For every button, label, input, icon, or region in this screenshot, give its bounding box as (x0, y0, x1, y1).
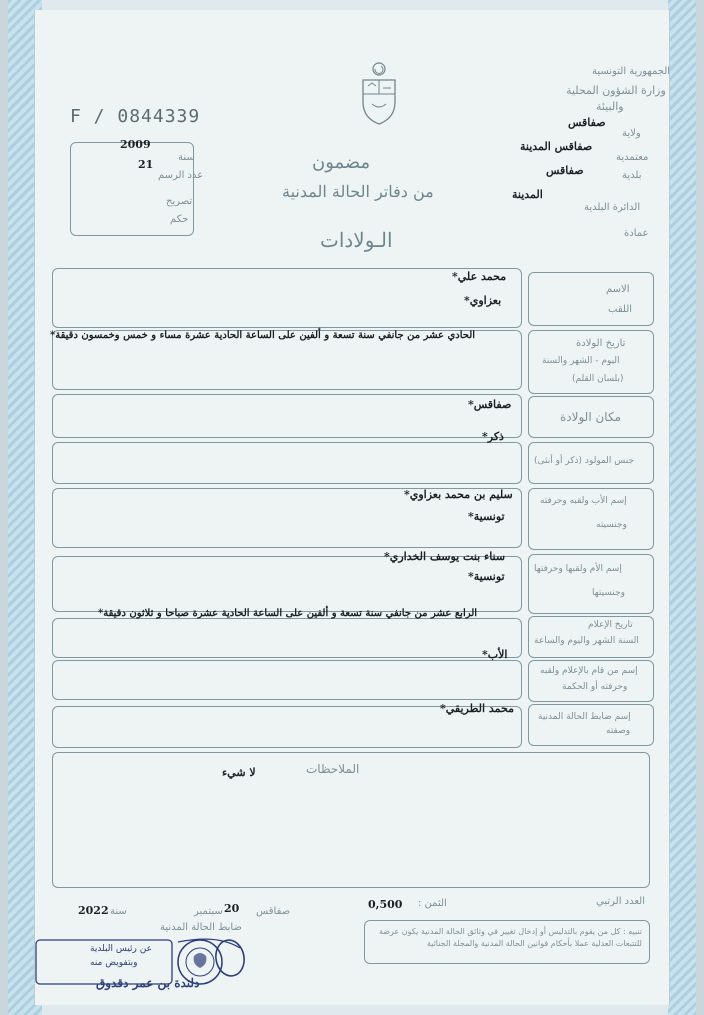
name-value: محمد علي* (452, 270, 507, 283)
price-label: الثمن : (418, 898, 447, 909)
label-box-officer (528, 704, 654, 746)
serial-digits: 0844339 (117, 106, 201, 127)
father-label: إسم الأب ولقبه وحرفته (540, 496, 627, 506)
stamp-line1: عن رئيس البلدية (90, 944, 152, 954)
birth-date-sub2: (بلسان القلم) (572, 374, 624, 384)
father-label2: وجنسيته (596, 520, 627, 530)
remarks-value: لا شيء (222, 766, 256, 779)
mother-label: إسم الأم ولقبها وحرفتها (534, 564, 622, 574)
daira-label: الدائرة البلدية (584, 202, 641, 213)
officer-label: إسم ضابط الحالة المدنية (538, 712, 631, 722)
wilaya-value: صفاقس (568, 116, 606, 129)
label-box-name (528, 272, 654, 326)
republic-label: الجمهورية التونسية (592, 66, 671, 77)
title-line2: من دفاتر الحالة المدنية (282, 182, 434, 201)
declarant-label: إسم من قام بالإعلام ولقبه (540, 666, 638, 676)
issue-month: سبتمبر (194, 906, 223, 917)
laqab-value: بعزاوي* (464, 294, 502, 307)
hukm-label: حكم (170, 214, 189, 225)
declaration-sub: السنة الشهر واليوم والساعة (534, 636, 639, 646)
tasrih-label: تصريح (166, 196, 193, 207)
declarant-value: الأب* (482, 648, 508, 661)
value-box-mother (52, 556, 522, 612)
title-line3: الـولادات (320, 228, 393, 252)
remarks-label: الملاحظات (306, 762, 360, 776)
value-box-sex (52, 442, 522, 484)
mother-label2: وجنسيتها (592, 588, 625, 598)
issue-year-word: سنة (110, 906, 127, 917)
imada-label: عمادة (624, 228, 649, 239)
wilaya-label: ولاية (622, 128, 641, 139)
birth-date-sub: اليوم - الشهر والسنة (542, 356, 620, 366)
officer-title: ضابط الحالة المدنية (160, 922, 242, 933)
father-value: سليم بن محمد بعزاوي* (404, 488, 513, 501)
birth-date-label: تاريخ الولادة (576, 338, 626, 349)
stamp-signatory-name: دلندة بن عمر دقدوق (96, 976, 200, 990)
value-box-declarant (52, 660, 522, 700)
value-box-place (52, 394, 522, 438)
year-value: 2009 (120, 138, 151, 151)
serial-number (70, 106, 200, 127)
place-label: مكان الولادة (560, 410, 622, 424)
year-label: سنة (178, 152, 195, 163)
daira-value: المدينة (512, 188, 543, 201)
issue-year: 2022 (78, 904, 109, 917)
moatamadia-value: صفاقس المدينة (520, 140, 593, 153)
ministry-label: وزارة الشؤون المحلية (566, 84, 666, 97)
title-line1: مضمون (312, 152, 371, 173)
record-number-label: عدد الرسم (158, 170, 204, 181)
price-value: 0,500 (368, 898, 403, 911)
issue-city: صفاقس (256, 906, 291, 917)
sex-value: ذكر* (482, 430, 504, 443)
notice-text: تنبيه : كل من يقوم بالتدليس أو إدخال تغيير في وثائق الحالة المدنية يكون عرضة للتتبعات العدلية عملا بأحكام قوانين الحالة المدنية والمجلة الجنائية (378, 927, 642, 948)
father-nationality: تونسية* (468, 510, 505, 523)
serial-prefix: F / (70, 106, 106, 127)
serial-rank-label: العدد الرتبي (596, 896, 646, 907)
mother-nationality: تونسية* (468, 570, 505, 583)
baladia-value: صفاقس (546, 164, 584, 177)
moatamadia-label: معتمدية (616, 152, 649, 163)
republic-emblem-icon (358, 60, 400, 130)
value-box-declaration (52, 618, 522, 658)
birth-date-value: الحادي عشر من جانفي سنة تسعة و ألفين على الساعة الحادية عشرة مساء و خمس وخمسون دقيقة* (50, 330, 476, 341)
record-number-value: 21 (138, 158, 154, 171)
declaration-label: تاريخ الإعلام (588, 620, 633, 630)
laqab-label: اللقب (608, 304, 633, 315)
mother-value: سناء بنت يوسف الخداري* (384, 550, 506, 563)
stamp-line2: وبتفويض منه (90, 958, 138, 968)
issue-day: 20 (224, 902, 240, 915)
security-border-right (668, 0, 696, 1015)
declarant-label2: وحرفته أو الحكمة (562, 682, 628, 692)
sex-label: جنس المولود (ذكر أو أنثى) (534, 456, 635, 466)
declaration-value: الرابع عشر من جانفي سنة تسعة و ألفين على الساعة الحادية عشرة صباحا و ثلاثون دقيقة* (98, 608, 478, 619)
baladia-label: بلدية (622, 170, 642, 181)
officer-value: محمد الطريقي* (440, 702, 515, 715)
name-label: الاسم (606, 284, 630, 295)
officer-label2: وصفته (606, 726, 631, 736)
place-value: صفاقس* (468, 398, 512, 411)
ministry-line2: والبيئة (596, 100, 624, 113)
label-box-mother (528, 554, 654, 614)
